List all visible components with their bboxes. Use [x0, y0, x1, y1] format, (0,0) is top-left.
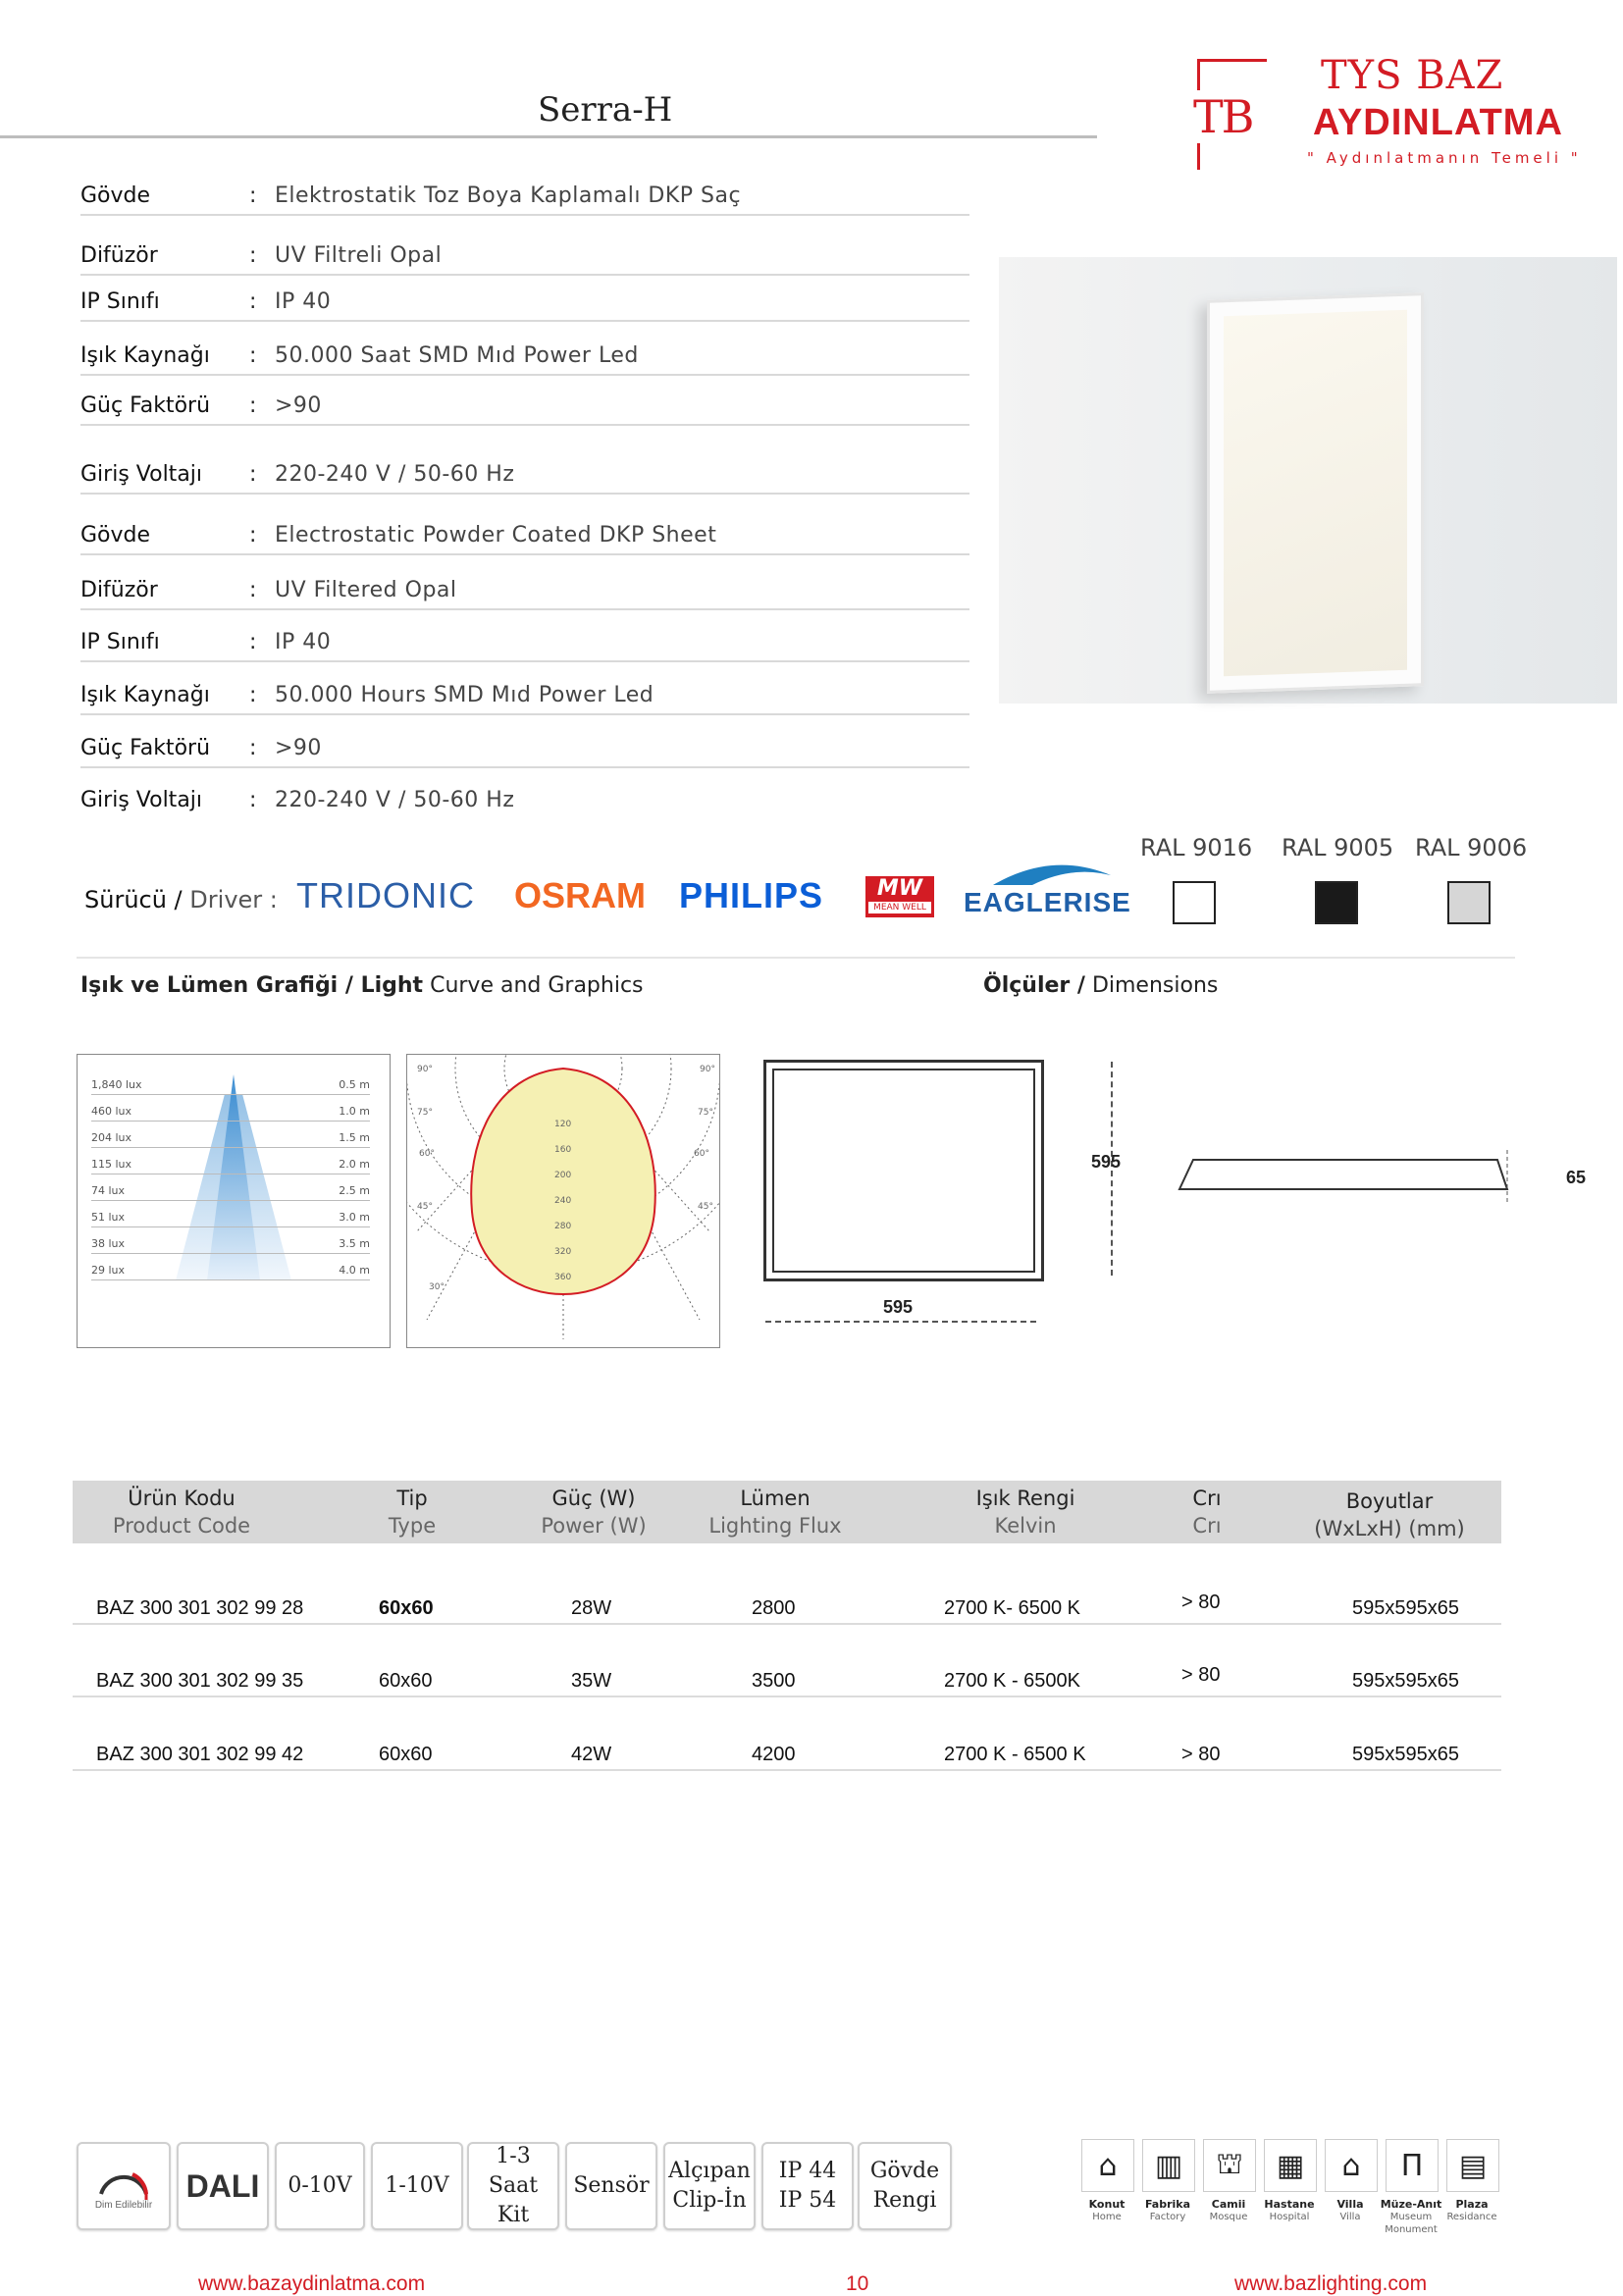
usage-label-tr: Plaza: [1455, 2198, 1489, 2211]
polar-radius-label: 240: [554, 1196, 572, 1206]
spec-key: IP Sınıfı: [80, 289, 160, 314]
table-cell: 35W: [571, 1670, 612, 1692]
dimension-depth: 65: [1566, 1168, 1587, 1187]
driver-label-en: Driver :: [189, 886, 278, 913]
usage-label: [1316, 2198, 1385, 2223]
lux-value: 460 lux: [91, 1105, 132, 1118]
title-divider: [0, 135, 1097, 138]
spec-row: [80, 765, 969, 818]
polar-radius-label: 320: [554, 1247, 572, 1257]
lux-distance: 1.5 m: [339, 1131, 370, 1144]
table-row-divider: [73, 1769, 1501, 1771]
table-cell: 595x595x65: [1352, 1670, 1459, 1692]
lux-gridline: [91, 1147, 370, 1148]
feature-ip: [761, 2142, 854, 2230]
feature-dimmable: [77, 2142, 171, 2230]
usage-label-en: Home: [1092, 2212, 1122, 2222]
usage-label-en: Mosque: [1209, 2212, 1248, 2222]
spec-key: Güç Faktörü: [80, 736, 211, 760]
polar-angle-label: 60°: [694, 1149, 709, 1159]
polar-radius-label: 200: [554, 1171, 572, 1180]
spec-value: 220-240 V / 50-60 Hz: [275, 788, 515, 812]
usage-label-tr: Villa: [1336, 2198, 1364, 2211]
feature-sensor: Sensör: [565, 2142, 657, 2230]
polar-angle-label: 90°: [417, 1065, 433, 1074]
table-cell: BAZ 300 301 302 99 28: [96, 1597, 304, 1619]
spec-value: 220-240 V / 50-60 Hz: [275, 462, 515, 487]
ral-label: RAL 9016: [1140, 834, 1253, 861]
spec-colon: :: [249, 343, 257, 368]
usage-label-tr: Fabrika: [1144, 2198, 1191, 2211]
ral-swatch-silver: [1447, 881, 1491, 924]
feature-clip-line2: Clip-İn: [672, 2188, 747, 2213]
feature-kit-line2: Kit: [497, 2203, 530, 2227]
brand-philips: PHILIPS: [679, 875, 824, 915]
lux-value: 38 lux: [91, 1237, 126, 1250]
feature-emergency-kit: [467, 2142, 559, 2230]
usage-label-en: Factory: [1149, 2212, 1186, 2222]
th-tr: Ürün Kodu: [128, 1487, 236, 1510]
spec-colon: :: [249, 289, 257, 314]
logo-tagline: " Aydınlatmanın Temeli ": [1307, 149, 1582, 167]
table-cell: BAZ 300 301 302 99 35: [96, 1670, 304, 1692]
polar-diagram: [406, 1054, 720, 1348]
th-dimensions: [1301, 1487, 1478, 1542]
feature-1-10v: 1-10V: [371, 2142, 463, 2230]
table-row-divider: [73, 1696, 1501, 1697]
feature-clip-line1: Alçıpan: [668, 2159, 751, 2183]
spec-value: 50.000 Hours SMD Mıd Power Led: [275, 683, 654, 707]
polar-angle-label: 75°: [417, 1108, 433, 1118]
spec-row: [80, 321, 969, 376]
logo-mark: TB: [1187, 90, 1259, 143]
spec-colon: :: [249, 183, 257, 208]
th-en: (WxLxH) (mm): [1314, 1517, 1465, 1540]
usage-label: [1255, 2198, 1324, 2223]
dim-title-en: Dimensions: [1091, 973, 1219, 998]
usage-label: [1073, 2198, 1141, 2223]
spec-value: UV Filtreli Opal: [275, 243, 443, 268]
meanwell-name: MEAN WELL: [868, 902, 931, 913]
page-title: Serra-H: [538, 90, 673, 130]
lux-distance: 2.5 m: [339, 1184, 370, 1197]
polar-light-curve: [471, 1069, 655, 1294]
lux-cone-graphic: [78, 1055, 390, 1347]
usage-mosque-icon: ⛫: [1203, 2139, 1256, 2192]
th-kelvin: [942, 1485, 1109, 1539]
usage-label-tr: Camii: [1211, 2198, 1246, 2211]
lux-gridline: [91, 1226, 370, 1227]
spec-value: 50.000 Saat SMD Mıd Power Led: [275, 343, 639, 368]
spec-key: Gövde: [80, 183, 151, 208]
spec-row: [80, 500, 969, 555]
dimension-height: 595: [1091, 1152, 1122, 1172]
th-tr: Boyutlar: [1345, 1489, 1434, 1513]
table-cell: BAZ 300 301 302 99 42: [96, 1744, 304, 1765]
usage-label-en: Hospital: [1269, 2212, 1310, 2222]
spec-key: Difüzör: [80, 243, 158, 268]
feature-kit-line1: 1-3 Saat: [488, 2144, 539, 2198]
brand-eaglerise: EAGLERISE: [964, 887, 1131, 917]
polar-radius-label: 160: [554, 1145, 572, 1155]
dimension-width: 595: [883, 1297, 914, 1317]
feature-body-line2: Rengi: [872, 2188, 937, 2213]
polar-angle-label: 45°: [698, 1202, 713, 1212]
feature-dimmable-label: Dim Edilebilir: [94, 2200, 153, 2211]
table-cell: 3500: [752, 1670, 796, 1692]
th-type: [353, 1485, 471, 1539]
th-tr: Crı: [1192, 1487, 1222, 1510]
feature-0-10v: 0-10V: [275, 2142, 365, 2230]
polar-angle-label: 60°: [419, 1149, 435, 1159]
lux-gridline: [91, 1094, 370, 1095]
th-en: Lighting Flux: [708, 1514, 842, 1538]
feature-body-color: [858, 2142, 952, 2230]
spec-colon: :: [249, 788, 257, 812]
lux-distance: 3.0 m: [339, 1211, 370, 1224]
th-code: [79, 1485, 285, 1539]
lux-gridline: [91, 1279, 370, 1280]
polar-radius-label: 280: [554, 1222, 572, 1231]
spec-key: Işık Kaynağı: [80, 683, 210, 707]
spec-row: [80, 440, 969, 495]
spec-colon: :: [249, 243, 257, 268]
spec-value: UV Filtered Opal: [275, 578, 457, 602]
polar-angle-label: 90°: [700, 1065, 715, 1074]
usage-home-icon: ⌂: [1081, 2139, 1134, 2192]
spec-row: [80, 161, 969, 216]
spec-colon: :: [249, 683, 257, 707]
lux-value: 51 lux: [91, 1211, 126, 1224]
lux-value: 1,840 lux: [91, 1078, 142, 1091]
spec-row: [80, 660, 969, 715]
curve-title-tr: Işık ve Lümen Grafiği / Light: [80, 973, 424, 998]
th-tr: Güç (W): [551, 1487, 636, 1510]
spec-colon: :: [249, 393, 257, 418]
usage-label: [1194, 2198, 1263, 2223]
spec-row: [80, 607, 969, 662]
lux-distance: 3.5 m: [339, 1237, 370, 1250]
spec-key: Giriş Voltajı: [80, 788, 203, 812]
dim-title-tr: Ölçüler /: [983, 973, 1085, 998]
table-cell: 2700 K - 6500K: [944, 1670, 1080, 1692]
lux-value: 29 lux: [91, 1264, 126, 1277]
spec-key: IP Sınıfı: [80, 630, 160, 654]
lux-distance: 0.5 m: [339, 1078, 370, 1091]
dimension-side-view: [1174, 1150, 1517, 1205]
th-tr: Tip: [396, 1487, 428, 1510]
th-power: [510, 1485, 677, 1539]
table-cell: 595x595x65: [1352, 1597, 1459, 1619]
table-cell: 42W: [571, 1744, 612, 1765]
ral-label: RAL 9005: [1282, 834, 1394, 861]
usage-museum-icon: Π: [1386, 2139, 1439, 2192]
side-profile: [1179, 1160, 1507, 1189]
usage-residance-icon: ▤: [1446, 2139, 1499, 2192]
th-tr: Lümen: [740, 1487, 811, 1510]
driver-label-tr: Sürücü /: [84, 886, 183, 913]
th-en: Product Code: [112, 1514, 251, 1538]
spec-key: Güç Faktörü: [80, 393, 211, 418]
spec-row: [80, 267, 969, 322]
spec-colon: :: [249, 523, 257, 548]
lux-distance: 1.0 m: [339, 1105, 370, 1118]
curve-section-title: [80, 973, 644, 998]
lux-value: 74 lux: [91, 1184, 126, 1197]
lux-gridline: [91, 1200, 370, 1201]
usage-label-en: Villa: [1339, 2212, 1361, 2222]
spec-key: Giriş Voltajı: [80, 462, 203, 487]
th-en: Kelvin: [994, 1514, 1057, 1538]
polar-radius-label: 360: [554, 1273, 572, 1282]
brand-meanwell: [865, 876, 934, 917]
table-cell: 2800: [752, 1597, 796, 1619]
th-en: Power (W): [541, 1514, 647, 1538]
spec-value: >90: [275, 393, 322, 418]
spec-colon: :: [249, 630, 257, 654]
th-en: Type: [388, 1514, 437, 1538]
th-en: Crı: [1192, 1514, 1222, 1538]
ral-swatch-white: [1173, 881, 1216, 924]
lux-value: 115 lux: [91, 1158, 132, 1171]
lux-gridline: [91, 1253, 370, 1254]
led-panel-illustration: [1207, 292, 1424, 694]
table-cell: > 80: [1181, 1664, 1221, 1686]
section-divider: [77, 957, 1515, 959]
meanwell-mark: MW: [876, 876, 923, 901]
driver-label: [84, 886, 278, 913]
lux-distance: 2.0 m: [339, 1158, 370, 1171]
ral-swatch-black: [1315, 881, 1358, 924]
page-number: 10: [846, 2272, 869, 2295]
logo-line1: TYS BAZ: [1321, 53, 1504, 98]
spec-value: IP 40: [275, 630, 332, 654]
lux-value: 204 lux: [91, 1131, 132, 1144]
curve-title-en: Curve and Graphics: [430, 973, 644, 998]
usage-label: [1133, 2198, 1202, 2223]
polar-angle-label: 30°: [429, 1282, 445, 1292]
ral-label: RAL 9006: [1415, 834, 1528, 861]
table-cell: > 80: [1181, 1592, 1221, 1613]
dimmer-icon: [89, 2161, 158, 2200]
lux-gridline: [91, 1121, 370, 1122]
usage-label-en: Museum Monument: [1385, 2212, 1438, 2235]
spec-row: [80, 555, 969, 610]
spec-value: Elektrostatik Toz Boya Kaplamalı DKP Saç: [275, 183, 742, 208]
table-cell: 28W: [571, 1597, 612, 1619]
polar-angle-label: 75°: [698, 1108, 713, 1118]
feature-dali: DALI: [177, 2142, 269, 2230]
lux-distance: 4.0 m: [339, 1264, 370, 1277]
table-cell: 60x60: [379, 1597, 434, 1619]
th-cri: [1148, 1485, 1266, 1539]
usage-label-tr: Müze-Anıt: [1380, 2198, 1442, 2211]
usage-label-tr: Hastane: [1264, 2198, 1315, 2211]
spec-value: >90: [275, 736, 322, 760]
feature-clip-in: [663, 2142, 756, 2230]
dimension-width-line: [765, 1321, 1036, 1323]
spec-value: IP 40: [275, 289, 332, 314]
table-cell: 60x60: [379, 1744, 433, 1765]
polar-radius-label: 120: [554, 1120, 572, 1129]
footer-website-en[interactable]: www.bazlighting.com: [1234, 2272, 1428, 2295]
spec-row: [80, 713, 969, 768]
usage-villa-icon: ⌂: [1325, 2139, 1378, 2192]
table-row-divider: [73, 1623, 1501, 1625]
spec-colon: :: [249, 578, 257, 602]
feature-ip-line2: IP 54: [778, 2188, 837, 2213]
dimension-front-view: [763, 1060, 1044, 1281]
table-cell: 595x595x65: [1352, 1744, 1459, 1765]
th-tr: Işık Rengi: [975, 1487, 1075, 1510]
brand-osram: OSRAM: [514, 875, 646, 915]
feature-ip-line1: IP 44: [778, 2159, 837, 2183]
table-cell: 4200: [752, 1744, 796, 1765]
lux-diagram: [77, 1054, 391, 1348]
spec-colon: :: [249, 736, 257, 760]
spec-colon: :: [249, 462, 257, 487]
usage-label: [1377, 2198, 1445, 2236]
table-cell: > 80: [1181, 1744, 1221, 1765]
brand-tridonic: TRIDONIC: [296, 875, 475, 915]
usage-label-en: Residance: [1446, 2212, 1497, 2222]
spec-key: Difüzör: [80, 578, 158, 602]
footer-website-tr[interactable]: www.bazaydinlatma.com: [198, 2272, 426, 2295]
table-cell: 2700 K- 6500 K: [944, 1597, 1080, 1619]
dim-section-title: [983, 973, 1218, 998]
usage-label-tr: Konut: [1088, 2198, 1126, 2211]
spec-value: Electrostatic Powder Coated DKP Sheet: [275, 523, 717, 548]
feature-body-line1: Gövde: [869, 2159, 940, 2183]
polar-angle-label: 45°: [417, 1202, 433, 1212]
usage-factory-icon: ▥: [1142, 2139, 1195, 2192]
th-lumen: [687, 1485, 864, 1539]
usage-hospital-icon: ▦: [1264, 2139, 1317, 2192]
table-cell: 60x60: [379, 1670, 433, 1692]
usage-label: [1438, 2198, 1506, 2223]
spec-key: Gövde: [80, 523, 151, 548]
spec-row: [80, 371, 969, 426]
spec-key: Işık Kaynağı: [80, 343, 210, 368]
table-cell: 2700 K - 6500 K: [944, 1744, 1086, 1765]
logo-line2: AYDINLATMA: [1313, 102, 1563, 143]
